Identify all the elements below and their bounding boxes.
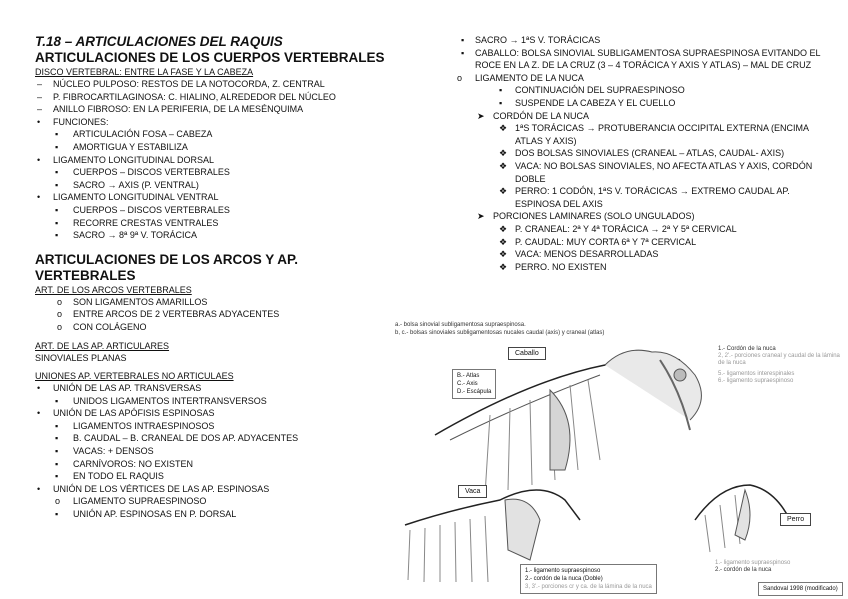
legend-vaca-2: 2.- cordón de la nuca (Doble) — [525, 576, 603, 582]
list-item-text: AMORTIGUA Y ESTABILIZA — [73, 141, 188, 152]
subheading-disco: DISCO VERTEBRAL: ENTRE LA FASE Y LA CABEZA — [35, 67, 254, 77]
bullet-icon: ▪ — [55, 217, 59, 228]
list-item-text: CORDÓN DE LA NUCA — [493, 110, 590, 121]
list-item-text: CUERPOS – DISCOS VERTEBRALES — [73, 204, 230, 215]
bullet-icon: o — [57, 296, 63, 307]
bullet-icon: – — [37, 79, 43, 89]
bullet-icon: ▪ — [55, 129, 59, 140]
legend-abc-c: C.- Axis — [457, 381, 478, 387]
heading-arcos: ARTICULACIONES DE LOS ARCOS Y AP. VERTEBRALES — [35, 251, 299, 283]
list-item — [35, 217, 400, 230]
list-item — [455, 210, 830, 223]
list-right — [455, 34, 830, 273]
list-item-text: LIGAMENTO LONGITUDINAL DORSAL — [53, 154, 215, 165]
list-item — [455, 122, 830, 147]
bullet-icon: • — [37, 408, 41, 419]
list-item — [35, 382, 400, 395]
list-item-text: NÚCLEO PULPOSO: RESTOS DE LA NOTOCORDA, Z. CENTRAL — [53, 79, 325, 89]
bullet-icon: • — [37, 383, 41, 394]
subheading-ap: ART. DE LAS AP. ARTICULARES — [35, 340, 170, 351]
list-item-text: LIGAMENTOS INTRAESPINOSOS — [73, 420, 215, 431]
legend-perro-1: 1.- ligamento supraespinoso — [715, 560, 791, 566]
bullet-icon: – — [37, 104, 43, 115]
subheading-arcos: ART. DE LOS ARCOS VERTEBRALES — [35, 284, 192, 295]
subheading-uniones: UNIONES AP. VERTEBRALES NO ARTICULAES — [35, 371, 234, 382]
page-title: T.18 – ARTICULACIONES DEL RAQUIS — [35, 34, 283, 49]
list-item-text: PORCIONES LAMINARES (SOLO UNGULADOS) — [493, 211, 695, 222]
list-item — [35, 308, 400, 321]
list-item-text: UNIÓN DE LAS AP. TRANSVERSAS — [53, 383, 202, 394]
bullet-icon: • — [37, 192, 41, 203]
label-vaca: Vaca — [458, 485, 487, 498]
bullet-icon: o — [457, 72, 463, 83]
legend-perro — [715, 560, 790, 574]
bullet-icon: ▪ — [499, 85, 503, 96]
bullet-icon: ▪ — [461, 47, 465, 58]
list-item — [35, 204, 400, 217]
list-item — [455, 110, 830, 123]
heading-cuerpos: ARTICULACIONES DE LOS CUERPOS VERTEBRALES — [35, 50, 385, 65]
list-item-text: FUNCIONES: — [53, 116, 109, 127]
list-item-text: ANILLO FIBROSO: EN LA PERIFERIA, DE LA MESÉNQUIMA — [53, 104, 304, 115]
list-item — [35, 141, 400, 154]
list-item — [35, 483, 400, 496]
list-item-text: SUSPENDE LA CABEZA Y EL CUELLO — [515, 97, 676, 108]
legend-horse-1: 1.- Cordón de la nuca — [718, 346, 776, 352]
list-uniones — [35, 382, 400, 521]
list-item-text: RECORRE CRESTAS VENTRALES — [73, 217, 219, 228]
bullet-icon: ❖ — [499, 249, 508, 260]
bullet-icon: ▪ — [55, 458, 59, 469]
list-item-text: UNIÓN DE LAS APÓFISIS ESPINOSAS — [53, 408, 215, 419]
list-item-text: P. CRANEAL: 2ª Y 4ª TORÁCICA → 2ª Y 5ª CERVICAL — [515, 223, 737, 234]
list-item — [455, 72, 830, 85]
list-item-text: UNIÓN AP. ESPINOSAS EN P. DORSAL — [73, 509, 237, 520]
list-item — [455, 160, 830, 185]
legend-horse — [718, 346, 843, 385]
legend-horse-5: 5.- ligamentos interespinales — [718, 371, 795, 377]
list-item-text: 1ªS TORÁCICAS → PROTUBERANCIA OCCIPITAL EXTERNA (ENCIMA ATLAS Y AXIS) — [515, 123, 809, 146]
right-column — [455, 34, 830, 273]
list-item — [35, 508, 400, 521]
bullet-icon: ❖ — [499, 186, 508, 197]
list-item — [35, 91, 400, 104]
anatomy-figure — [390, 320, 845, 595]
legend-vaca-3: 3, 3'.- porciones cr y ca. de la lámina de la nuca — [525, 584, 652, 590]
list-item — [455, 223, 830, 236]
bullet-icon: ❖ — [499, 123, 508, 134]
list-item-text: PERRO: 1 CODÓN, 1ªS V. TORÁCICAS → EXTREMO CAUDAL AP. ESPINOSA DEL AXIS — [515, 186, 790, 209]
list-item — [35, 445, 400, 458]
list-item — [455, 34, 830, 47]
bullet-icon: ❖ — [499, 148, 508, 159]
bullet-icon: ▪ — [55, 395, 59, 406]
bullet-icon: ▪ — [461, 35, 465, 45]
list-item — [35, 166, 400, 179]
bullet-icon: • — [37, 116, 41, 127]
bullet-icon: ▪ — [55, 167, 59, 178]
bullet-icon: ▪ — [55, 179, 59, 190]
text-sinoviales: SINOVIALES PLANAS — [35, 352, 127, 363]
list-item-text: VACAS: + DENSOS — [73, 446, 154, 457]
list-item — [455, 84, 830, 97]
list-item-text: LIGAMENTO SUPRAESPINOSO — [73, 496, 207, 507]
bullet-icon: ▪ — [55, 204, 59, 215]
caption-bc: b, c.- bolsas sinoviales subligamentosas nucales caudal (axis) y craneal (atlas) — [395, 330, 605, 336]
list-item-text: SACRO → 1ªS V. TORÁCICAS — [475, 35, 601, 45]
list-item — [35, 458, 400, 471]
bullet-icon: ▪ — [55, 420, 59, 431]
list-item-text: P. CAUDAL: MUY CORTA 6ª Y 7ª CERVICAL — [515, 236, 697, 247]
bullet-icon: ❖ — [499, 223, 508, 234]
list-item-text: PERRO. NO EXISTEN — [515, 261, 607, 272]
source-credit — [758, 582, 843, 596]
bullet-icon: ▪ — [55, 141, 59, 152]
list-item — [35, 395, 400, 408]
label-caballo: Caballo — [508, 347, 546, 360]
list-item-text: SACRO → 8ª 9ª V. TORÁCICA — [73, 230, 198, 241]
list-item-text: P. FIBROCARTILAGINOSA: C. HIALINO, ALREDEDOR DEL NÚCLEO — [53, 91, 336, 102]
list-item — [35, 321, 400, 334]
list-item — [455, 147, 830, 160]
bullet-icon: • — [37, 483, 41, 494]
list-item — [35, 296, 400, 309]
legend-abc-d: D.- Escápula — [457, 389, 492, 395]
bullet-icon: ▪ — [499, 97, 503, 108]
list-item — [35, 229, 400, 242]
list-item — [35, 116, 400, 129]
legend-horse-2: 2, 2'.- porciones craneal y caudal de la lámina de la nuca — [718, 353, 840, 366]
list-item-text: ENTRE ARCOS DE 2 VERTEBRAS ADYACENTES — [73, 309, 280, 320]
bullet-icon: ❖ — [499, 160, 508, 171]
list-item-text: CARNÍVOROS: NO EXISTEN — [73, 458, 194, 469]
bullet-icon: o — [57, 321, 63, 332]
bullet-icon: ❖ — [499, 236, 508, 247]
list-item-text: CUERPOS – DISCOS VERTEBRALES — [73, 167, 230, 178]
list-item-text: SACRO → AXIS (P. VENTRAL) — [73, 179, 199, 190]
label-perro: Perro — [780, 513, 811, 526]
list-item-text: EN TODO EL RAQUIS — [73, 471, 164, 482]
bullet-icon: ▪ — [55, 509, 59, 520]
list-item — [455, 248, 830, 261]
list-item — [35, 179, 400, 192]
list-item — [35, 495, 400, 508]
bullet-icon: ▪ — [55, 446, 59, 457]
list-item-text: ARTICULACIÓN FOSA – CABEZA — [73, 129, 213, 140]
list-item — [455, 261, 830, 274]
bullet-icon: • — [37, 154, 41, 165]
list-item-text: UNIÓN DE LOS VÉRTICES DE LAS AP. ESPINOSAS — [53, 483, 270, 494]
list-item-text: DOS BOLSAS SINOVIALES (CRANEAL – ATLAS, CAUDAL- AXIS) — [515, 148, 785, 159]
list-item-text: CABALLO: BOLSA SINOVIAL SUBLIGAMENTOSA SUPRAESPINOSA EVITANDO EL ROCE EN LA Z. DE LA CRUZ (3 – 4 TORÁCICA Y AXIS Y ATLAS) – MAL DE CRUZ — [475, 47, 821, 71]
list-item — [35, 470, 400, 483]
list-item — [35, 407, 400, 420]
list-item-text: LIGAMENTO LONGITUDINAL VENTRAL — [53, 192, 219, 203]
list-item-text: B. CAUDAL – B. CRANEAL DE DOS AP. ADYACENTES — [73, 433, 299, 444]
perro-skeleton — [695, 485, 790, 552]
bullet-icon: ❖ — [499, 261, 508, 272]
list-item — [35, 191, 400, 204]
list-item — [35, 154, 400, 167]
list-item-text: SON LIGAMENTOS AMARILLOS — [73, 296, 208, 307]
legend-vaca — [520, 564, 657, 594]
bullet-icon: ▪ — [55, 230, 59, 241]
list-item-text: UNIDOS LIGAMENTOS INTERTRANSVERSOS — [73, 395, 267, 406]
list-cuerpos — [35, 78, 400, 242]
bullet-icon: ➤ — [477, 211, 485, 222]
legend-abc-b: B.- Atlas — [457, 373, 480, 379]
caption-a: a.- bolsa sinovial subligamentosa supraespinosa. — [395, 322, 526, 328]
bullet-icon: – — [37, 91, 43, 102]
legend-perro-2: 2.- cordón de la nuca — [715, 567, 772, 573]
list-item-text: VACA: NO BOLSAS SINOVIALES, NO AFECTA ATLAS Y AXIS, CORDÓN DOBLE — [515, 160, 813, 184]
list-arcos — [35, 296, 400, 334]
bullet-icon: o — [57, 309, 63, 320]
bullet-icon: ➤ — [477, 110, 485, 121]
list-item-text: VACA: MENOS DESARROLLADAS — [515, 249, 659, 260]
list-item — [455, 236, 830, 249]
legend-horse-6: 6.- ligamento supraespinoso — [718, 378, 794, 384]
list-item — [35, 128, 400, 141]
legend-vaca-1: 1.- ligamento supraespinoso — [525, 568, 601, 574]
list-item — [455, 47, 830, 72]
list-item — [455, 97, 830, 110]
source-credit-text: Sandoval 1998 (modificado) — [763, 586, 838, 592]
bullet-icon: o — [55, 496, 61, 507]
list-item — [455, 185, 830, 210]
list-item-text: LIGAMENTO DE LA NUCA — [475, 72, 584, 83]
left-column — [35, 34, 400, 521]
legend-abc — [452, 369, 496, 399]
bullet-icon: ▪ — [55, 433, 59, 444]
list-item-text: CON COLÁGENO — [73, 321, 147, 332]
list-item — [35, 103, 400, 116]
list-item — [35, 420, 400, 433]
list-item-text: CONTINUACIÓN DEL SUPRAESPINOSO — [515, 85, 685, 96]
list-item — [35, 78, 400, 91]
bullet-icon: ▪ — [55, 471, 59, 482]
list-item — [35, 432, 400, 445]
